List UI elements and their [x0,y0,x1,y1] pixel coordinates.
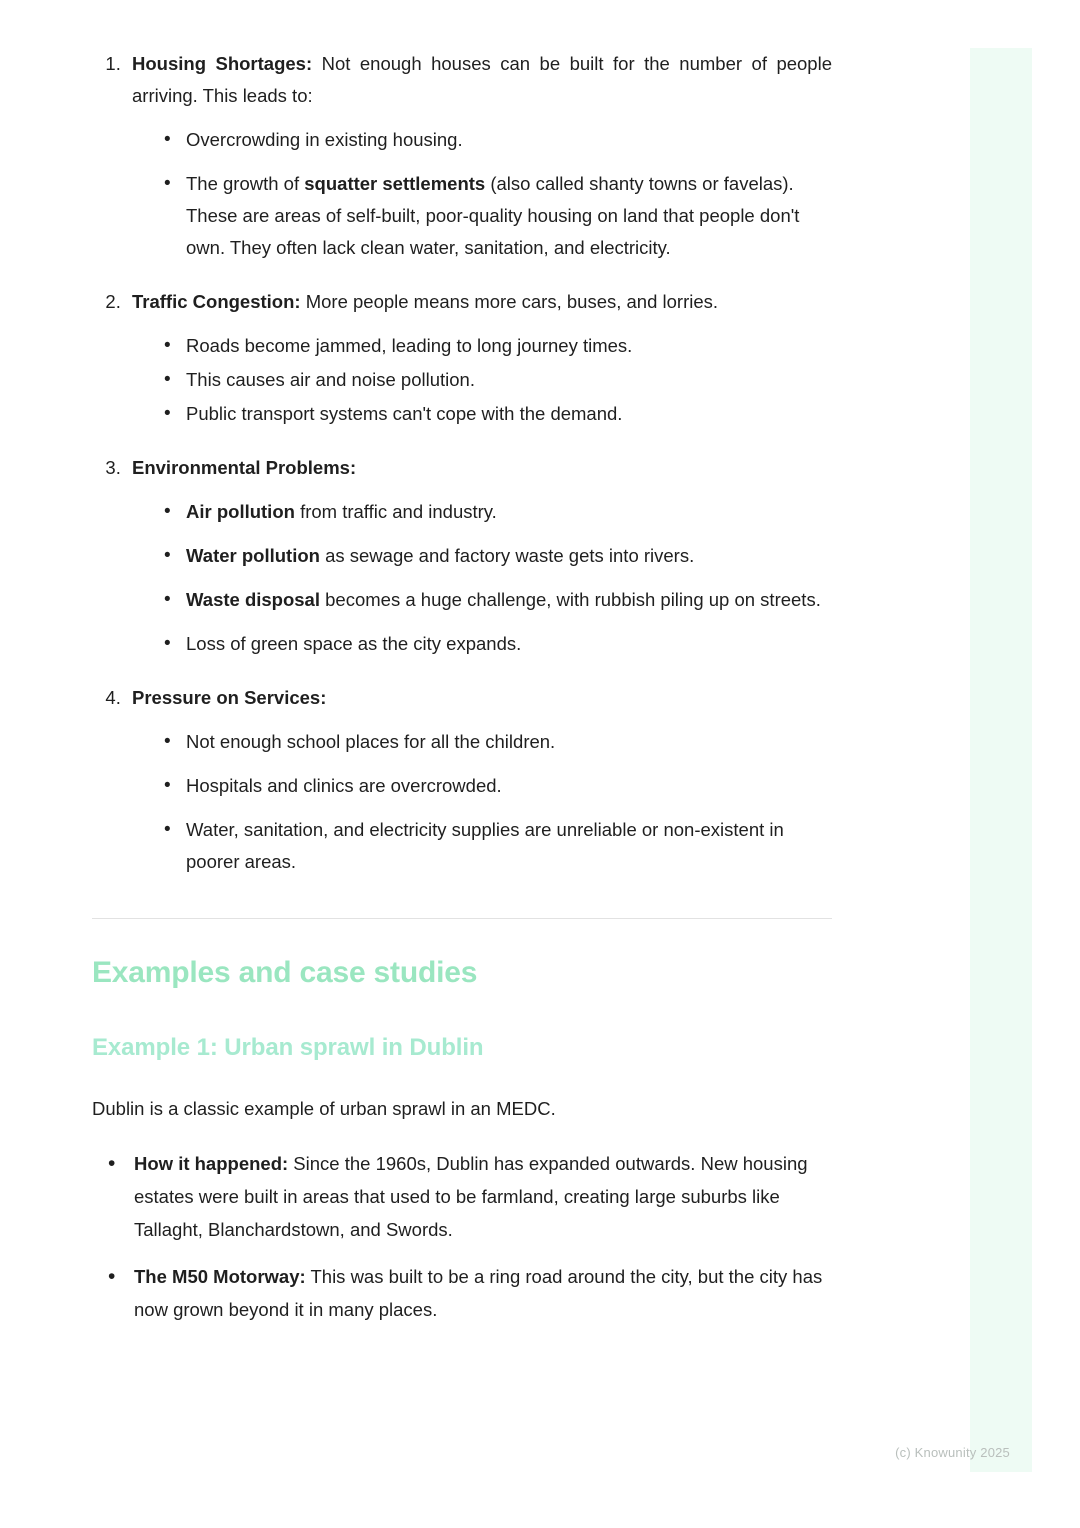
sub-bullet-item: • Roads become jammed, leading to long journey times. [164,330,832,362]
example-heading: Example 1: Urban sprawl in Dublin [92,1034,484,1061]
numbered-item-lead: Environmental Problems: [132,457,357,478]
numbered-list-item [126,452,832,660]
sub-bullet-emphasis: squatter settlements [304,173,486,194]
sub-bullet-list [132,124,832,264]
numbered-list [92,48,832,878]
page-stripe [970,48,1032,1472]
sub-bullet-item: • Water, sanitation, and electricity supplies are unreliable or non-existent in poorer areas. [164,814,832,878]
example-intro-text: Dublin is a classic example of urban sprawl in an MEDC. [92,1098,556,1119]
example-point-lead: The M50 Motorway: [134,1266,306,1287]
example-points-list [92,1147,832,1326]
example-point-lead: How it happened: [134,1153,289,1174]
sub-bullet-emphasis: Waste disposal [186,589,320,610]
numbered-item-text: 2. Traffic Congestion: More people means more cars, buses, and lorries. [132,291,719,312]
sub-bullet-emphasis: Water pollution [186,545,320,566]
numbered-item-lead: Pressure on Services: [132,687,327,708]
numbered-item-lead: Housing Shortages: [132,53,313,74]
numbered-list-item [126,682,832,878]
numbered-list-item [126,286,832,430]
watermark: (c) Knowunity 2025 [895,1445,1010,1460]
document-content [92,48,832,1340]
numbered-item-text [132,682,832,714]
sub-bullet-item: • Waste disposal becomes a huge challenge, with rubbish piling up on streets. [164,584,832,616]
sub-bullet-item: • Public transport systems can't cope with the demand. [164,398,832,430]
sub-bullet-list [132,726,832,878]
numbered-list-item [126,48,832,264]
example-point-item: • The M50 Motorway: This was built to be a ring road around the city, but the city has now grown beyond it in many places. [102,1260,832,1326]
numbered-item-text: 1. Housing Shortages: Not enough houses can be built for the number of people arriving. This leads to: [132,53,832,106]
sub-bullet-item: • Not enough school places for all the children. [164,726,832,758]
sub-bullet-list [132,496,832,660]
sub-bullet-item: • Hospitals and clinics are overcrowded. [164,770,832,802]
sub-bullet-item: • Water pollution as sewage and factory waste gets into rivers. [164,540,832,572]
sub-bullet-item: • This causes air and noise pollution. [164,364,832,396]
sub-bullet-item: • Loss of green space as the city expands. [164,628,832,660]
sub-bullet-item: • Overcrowding in existing housing. [164,124,832,156]
sub-bullet-list [132,330,832,430]
example-point-item: • How it happened: Since the 1960s, Dublin has expanded outwards. New housing estates were built in areas that used to be farmland, creating large suburbs like Tallaght, Blanchardstown, and Swords. [102,1147,832,1246]
section-heading: Examples and case studies [92,956,478,989]
sub-bullet-item: • The growth of squatter settlements (also called shanty towns or favelas). These are areas of self-built, poor-quality housing on land that people don't own. They often lack clean water, sanitation, and electricity. [164,168,832,264]
numbered-item-lead: Traffic Congestion: [132,291,301,312]
sub-bullet-emphasis: Air pollution [186,501,295,522]
section-divider [92,918,832,919]
numbered-item-text [132,452,832,484]
sub-bullet-item: • Air pollution from traffic and industry. [164,496,832,528]
